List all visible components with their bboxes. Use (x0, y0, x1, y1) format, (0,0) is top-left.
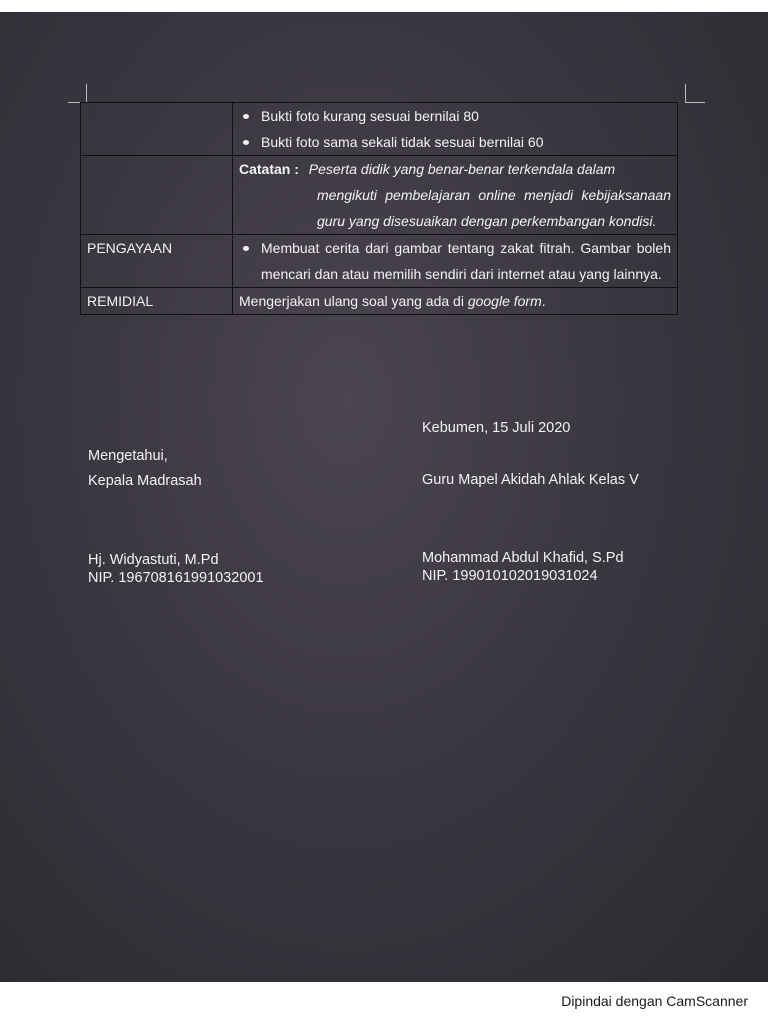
camscanner-watermark: Dipindai dengan CamScanner (561, 993, 748, 1009)
note-text-first: Peserta didik yang benar-benar terkendala dalam (308, 161, 616, 177)
left-signer-name: Hj. Widyastuti, M.Pd (88, 552, 219, 568)
remedial-text: Mengerjakan ulang soal yang ada di (239, 293, 468, 309)
scanned-page (0, 12, 768, 982)
crop-mark-right (685, 84, 686, 102)
remedial-content (233, 288, 678, 315)
table-row (81, 103, 678, 156)
note-label: Catatan : (239, 161, 299, 177)
list-item: Bukti foto kurang sesuai bernilai 80 (239, 103, 671, 129)
bullet-list (239, 235, 671, 287)
enrichment-label: PENGAYAAN (81, 235, 233, 288)
right-signer-name: Mohammad Abdul Khafid, S.Pd (422, 550, 624, 566)
note-cell (233, 156, 678, 235)
right-signer-nip: NIP. 199010102019031024 (422, 568, 598, 584)
row-label (81, 103, 233, 156)
enrichment-content (233, 235, 678, 288)
list-item: Membuat cerita dari gambar tentang zakat fitrah. Gambar boleh mencari dan atau memilih sendiri dari internet atau yang lainnya. (239, 235, 671, 287)
crop-mark-left (86, 84, 87, 102)
remedial-label: REMIDIAL (81, 288, 233, 315)
left-role: Kepala Madrasah (88, 473, 202, 489)
place-date: Kebumen, 15 Juli 2020 (422, 420, 571, 436)
table-row (81, 288, 678, 315)
crop-mark-right (685, 102, 705, 103)
assessment-table (80, 102, 678, 315)
note (239, 156, 671, 234)
table-row (81, 235, 678, 288)
row-label (81, 156, 233, 235)
left-signer-nip: NIP. 196708161991032001 (88, 570, 264, 586)
list-item: Bukti foto sama sekali tidak sesuai bernilai 60 (239, 129, 671, 155)
bullet-list (239, 103, 671, 155)
note-text-rest: mengikuti pembelajaran online menjadi kebijaksanaan guru yang disesuaikan dengan perkembangan kondisi. (317, 187, 671, 229)
right-role: Guru Mapel Akidah Ahlak Kelas V (422, 472, 639, 488)
row-content (233, 103, 678, 156)
remedial-text-italic: google form (467, 293, 542, 309)
ack-label: Mengetahui, (88, 448, 168, 464)
table-row (81, 156, 678, 235)
remedial-text-end: . (541, 293, 546, 309)
